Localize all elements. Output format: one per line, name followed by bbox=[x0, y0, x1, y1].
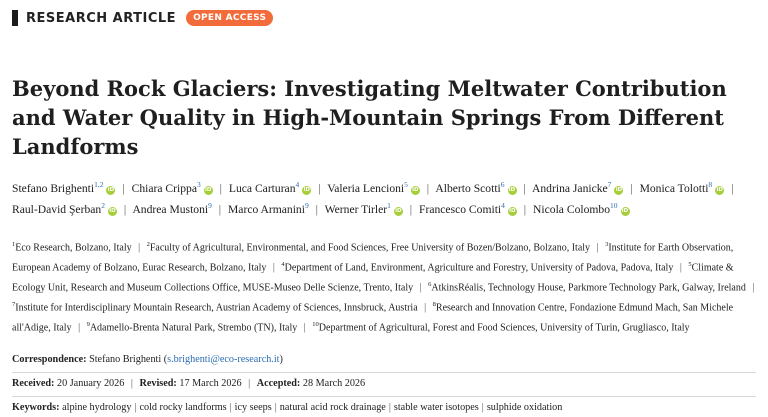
author-item[interactable] bbox=[324, 200, 403, 216]
author-item[interactable] bbox=[640, 182, 725, 195]
affiliation-text: Department of Land, Environment, Agriculture and Forestry, University of Padova, Padova, Italy bbox=[284, 262, 674, 274]
author-affiliation-ref[interactable]: 8 bbox=[708, 180, 713, 189]
author-affiliation-ref[interactable]: 4 bbox=[501, 200, 505, 210]
affiliation-number: 7 bbox=[12, 300, 16, 308]
author-name[interactable]: Monica Tolotti bbox=[639, 181, 709, 195]
separator: | bbox=[303, 322, 306, 334]
author-item[interactable] bbox=[229, 182, 311, 195]
author-affiliation-ref[interactable]: 1,2 bbox=[94, 180, 104, 189]
affiliation-number: 2 bbox=[146, 241, 150, 248]
author-item[interactable] bbox=[12, 200, 117, 216]
affiliation-number: 10 bbox=[312, 320, 319, 328]
affiliation-text: Institute for Interdisciplinary Mountain Research, Austrian Academy of Sciences, Innsbruck, Austria bbox=[15, 302, 418, 314]
affiliation-number: 5 bbox=[688, 260, 692, 268]
separator: | bbox=[630, 181, 633, 195]
author-name[interactable]: Chiara Crippa bbox=[131, 181, 197, 195]
keyword[interactable]: natural acid rock drainage bbox=[279, 402, 386, 413]
separator: | bbox=[122, 181, 125, 195]
separator: | bbox=[481, 402, 484, 413]
accepted-label: Accepted: bbox=[256, 378, 301, 389]
author-name[interactable]: Andrina Janicke bbox=[532, 181, 608, 195]
affiliation-number: 1 bbox=[12, 241, 16, 248]
correspondence-name: Stefano Brighenti bbox=[89, 354, 162, 365]
separator: | bbox=[274, 402, 277, 413]
author-item[interactable] bbox=[533, 200, 629, 216]
separator: | bbox=[731, 181, 734, 195]
affiliation-text: Faculty of Agricultural, Environmental, and Food Sciences, Free University of Bozen/Bolzano, Bolzano, Italy bbox=[149, 242, 591, 254]
separator: | bbox=[130, 378, 133, 389]
revised-date: 17 March 2026 bbox=[179, 378, 242, 389]
orcid-icon[interactable]: iD bbox=[395, 207, 402, 214]
orcid-icon[interactable]: iD bbox=[107, 186, 115, 193]
author-affiliation-ref[interactable]: 6 bbox=[500, 180, 505, 189]
keyword[interactable]: sulphide oxidation bbox=[486, 402, 563, 413]
orcid-icon[interactable]: iD bbox=[621, 207, 629, 214]
separator: | bbox=[78, 322, 81, 334]
affiliation-text: Climate & Ecology Unit, Research and Museum Collections Office, MUSE-Museo Delle Scienze, Trento, Italy bbox=[12, 262, 734, 294]
author-name[interactable]: Francesco Comiti bbox=[419, 202, 502, 216]
affiliation-text: Department of Agricultural, Forest and Food Sciences, University of Turin, Grugliasco, Italy bbox=[318, 322, 690, 334]
author-name[interactable]: Marco Armanini bbox=[228, 202, 305, 216]
separator: | bbox=[272, 262, 275, 274]
keyword[interactable]: stable water isotopes bbox=[393, 402, 479, 413]
separator: | bbox=[409, 202, 413, 216]
separator: | bbox=[596, 242, 599, 254]
separator: | bbox=[419, 282, 422, 294]
author-name[interactable]: Valeria Lencioni bbox=[327, 181, 405, 195]
keyword[interactable]: icy seeps bbox=[234, 402, 272, 413]
separator: | bbox=[426, 181, 430, 195]
author-item[interactable] bbox=[228, 200, 309, 216]
correspondence-label: Correspondence: bbox=[12, 354, 87, 365]
orcid-icon[interactable]: iD bbox=[509, 207, 516, 214]
keyword[interactable]: alpine hydrology bbox=[62, 402, 132, 413]
author-affiliation-ref[interactable]: 9 bbox=[304, 200, 309, 210]
orcid-icon[interactable]: iD bbox=[508, 186, 516, 193]
received-date: 20 January 2026 bbox=[56, 378, 125, 389]
author-name[interactable]: Nicola Colombo bbox=[533, 202, 610, 216]
correspondence-line: Correspondence: Stefano Brighenti (s.brighenti@eco-research.it) bbox=[12, 354, 283, 365]
separator: | bbox=[218, 202, 222, 216]
author-name[interactable]: Raul-David Şerban bbox=[12, 202, 102, 216]
revised-label: Revised: bbox=[139, 378, 177, 389]
received-label: Received: bbox=[12, 378, 55, 389]
separator: | bbox=[523, 181, 526, 195]
separator: | bbox=[315, 202, 318, 216]
affiliation-number: 4 bbox=[281, 260, 285, 268]
author-item[interactable] bbox=[532, 182, 623, 195]
separator: | bbox=[752, 282, 755, 294]
author-affiliation-ref[interactable]: 2 bbox=[101, 200, 105, 210]
article-type-label: RESEARCH ARTICLE bbox=[26, 10, 177, 26]
article-header bbox=[12, 10, 273, 26]
affiliation-number: 9 bbox=[86, 320, 90, 328]
separator: | bbox=[248, 378, 251, 389]
separator: | bbox=[134, 402, 137, 413]
affiliation-text: Research and Innovation Centre, Fondazione Edmund Mach, San Michele all'Adige, Italy bbox=[12, 302, 734, 334]
author-affiliation-ref[interactable]: 3 bbox=[196, 180, 201, 189]
separator: | bbox=[229, 402, 232, 413]
author-affiliation-ref[interactable]: 5 bbox=[404, 180, 408, 189]
affiliation-text: Eco Research, Bolzano, Italy bbox=[15, 242, 132, 254]
author-item[interactable] bbox=[132, 200, 212, 216]
author-name[interactable]: Andrea Mustoni bbox=[132, 202, 209, 216]
affiliation-text: AtkinsRéalis, Technology House, Parkmore Technology Park, Galway, Ireland bbox=[431, 282, 746, 294]
author-name[interactable]: Alberto Scotti bbox=[435, 181, 501, 195]
affiliation-text: Institute for Earth Observation, European Academy of Bolzano, Eurac Research, Bolzano, Italy bbox=[12, 242, 734, 274]
orcid-icon[interactable]: iD bbox=[303, 186, 310, 193]
author-name[interactable]: Stefano Brighenti bbox=[12, 181, 95, 195]
orcid-icon[interactable]: iD bbox=[205, 186, 212, 193]
author-item[interactable] bbox=[12, 182, 115, 195]
author-affiliation-ref[interactable]: 9 bbox=[208, 200, 212, 210]
orcid-icon[interactable]: iD bbox=[615, 186, 623, 193]
open-access-badge: OPEN ACCESS bbox=[186, 10, 273, 26]
separator: | bbox=[424, 302, 427, 314]
divider bbox=[12, 396, 756, 397]
orcid-icon[interactable]: iD bbox=[109, 207, 116, 214]
author-affiliation-ref[interactable]: 10 bbox=[610, 200, 618, 210]
separator: | bbox=[523, 202, 527, 216]
keyword[interactable]: cold rocky landforms bbox=[139, 402, 227, 413]
separator: | bbox=[318, 181, 321, 195]
orcid-icon[interactable]: iD bbox=[716, 186, 723, 193]
keywords-label: Keywords: bbox=[12, 402, 60, 413]
author-name[interactable]: Werner Tirler bbox=[324, 202, 388, 216]
author-list bbox=[12, 176, 762, 218]
divider bbox=[12, 372, 756, 373]
author-affiliation-ref[interactable]: 4 bbox=[295, 180, 300, 189]
affiliation-number: 3 bbox=[605, 241, 609, 248]
author-item[interactable] bbox=[419, 200, 517, 216]
keywords-list bbox=[62, 402, 562, 413]
separator: | bbox=[219, 181, 222, 195]
separator: | bbox=[388, 402, 391, 413]
author-item[interactable] bbox=[327, 182, 420, 195]
accepted-date: 28 March 2026 bbox=[302, 378, 366, 389]
author-affiliation-ref[interactable]: 1 bbox=[387, 200, 391, 210]
author-item[interactable] bbox=[132, 182, 213, 195]
author-name[interactable]: Luca Carturan bbox=[228, 181, 296, 195]
affiliation-number: 8 bbox=[432, 300, 436, 308]
correspondence-email-link[interactable]: s.brighenti@eco-research.it bbox=[167, 354, 280, 365]
separator: | bbox=[123, 202, 127, 216]
dates-line bbox=[12, 378, 365, 389]
affiliation-number: 6 bbox=[428, 280, 432, 288]
affiliation-text: Adamello-Brenta Natural Park, Strembo (TN), Italy bbox=[89, 322, 298, 334]
author-affiliation-ref[interactable]: 7 bbox=[607, 180, 612, 189]
keywords-line bbox=[12, 402, 562, 413]
affiliations bbox=[12, 237, 760, 337]
author-item[interactable] bbox=[435, 182, 516, 195]
separator: | bbox=[679, 262, 682, 274]
separator: | bbox=[138, 242, 141, 254]
article-title: Beyond Rock Glaciers: Investigating Meltwater Contribution and Water Quality in High-Mountain Springs From Different Landforms bbox=[12, 76, 727, 159]
orcid-icon[interactable]: iD bbox=[412, 186, 419, 193]
header-bar bbox=[12, 10, 18, 26]
